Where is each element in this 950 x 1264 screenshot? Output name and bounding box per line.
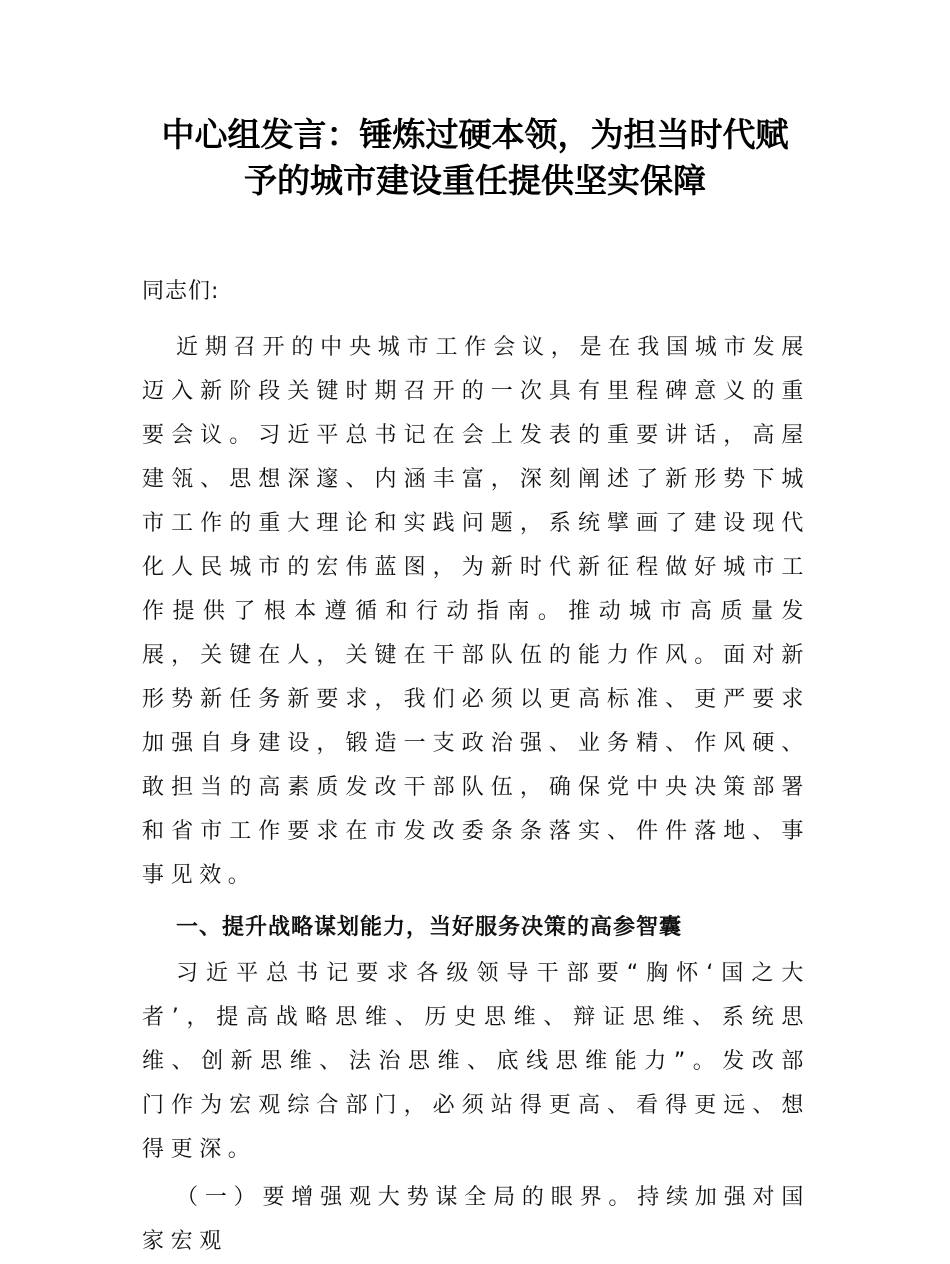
spacer xyxy=(142,314,810,326)
subsection-text: 持续加强对国家宏观 xyxy=(142,1185,810,1254)
document-title xyxy=(120,112,830,204)
subsection-1-paragraph xyxy=(142,1176,810,1264)
subsection-heading: （一）要增强观大势谋全局的眼界。 xyxy=(176,1185,638,1210)
intro-paragraph: 近期召开的中央城市工作会议，是在我国城市发展迈入新阶段关键时期召开的一次具有里程碑意义的重要会议。习近平总书记在会上发表的重要讲话，高屋建瓴、思想深邃、内涵丰富，深刻阐述了新形势下城市工作的重大理论和实践问题，系统擘画了建设现代化人民城市的宏伟蓝图，为新时代新征程做好城市工作提供了根本遵循和行动指南。推动城市高质量发展，关键在人，关键在干部队伍的能力作风。面对新形势新任务新要求，我们必须以更高标准、更严要求加强自身建设，锻造一支政治强、业务精、作风硬、敢担当的高素质发改干部队伍，确保党中央决策部署和省市工作要求在市发改委条条落实、件件落地、事事见效。 xyxy=(142,335,810,888)
title-line-1: 中心组发言：锤炼过硬本领，为担当时代赋 xyxy=(161,115,789,154)
document-body xyxy=(142,270,810,1264)
section-1-paragraph: 习近平总书记要求各级领导干部要“胸怀‘国之大者’，提高战略思维、历史思维、辩证思维、系统思维、创新思维、法治思维、底线思维能力”。发改部门作为宏观综合部门，必须站得更高、看得更远、想得更深。 xyxy=(142,961,810,1162)
title-line-2: 予的城市建设重任提供坚实保障 xyxy=(244,161,706,200)
section-heading-1: 一、提升战略谋划能力，当好服务决策的高参智囊 xyxy=(176,915,683,940)
salutation: 同志们: xyxy=(142,279,220,304)
